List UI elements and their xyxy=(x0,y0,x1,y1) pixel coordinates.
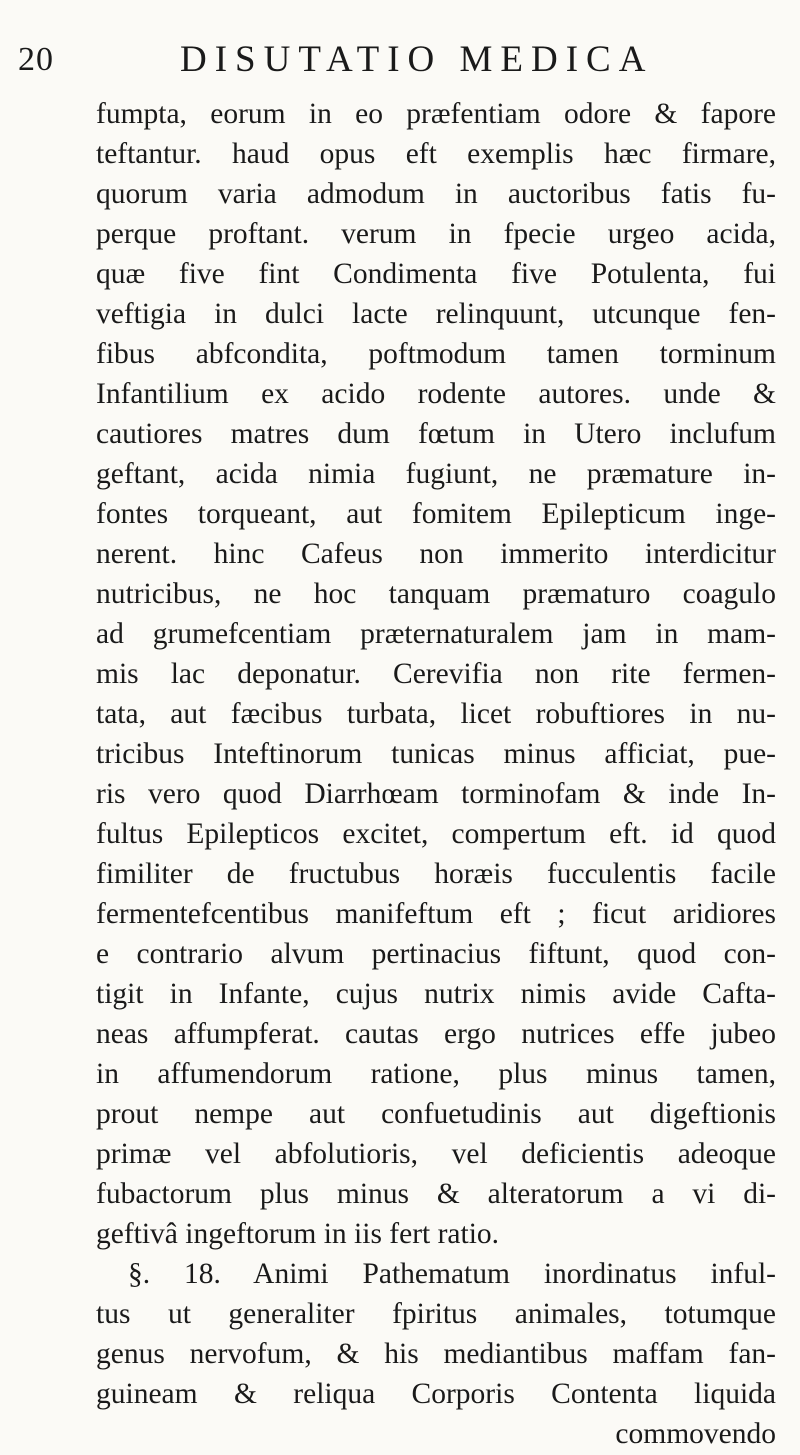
text-line: ad grumefcentiam præternaturalem jam in mam- xyxy=(96,618,776,650)
text-line: fermentefcentibus manifeftum eft ; ficut aridiores xyxy=(96,898,776,930)
text-line: mis lac deponatur. Cerevifia non rite fermen- xyxy=(96,658,776,690)
text-line: fumpta, eorum in eo præfentiam odore & fapore xyxy=(96,98,776,130)
text-line: veftigia in dulci lacte relinquunt, utcunque fen- xyxy=(96,298,776,330)
text-line: cautiores matres dum fœtum in Utero inclufum xyxy=(96,418,776,450)
text-line: fibus abfcondita, poftmodum tamen torminum xyxy=(96,338,776,370)
text-line: tus ut generaliter fpiritus animales, totumque xyxy=(96,1298,776,1330)
text-line: tigit in Infante, cujus nutrix nimis avide Cafta- xyxy=(96,978,776,1010)
running-title: DISUTATIO MEDICA xyxy=(180,39,654,80)
text-line: Infantilium ex acido rodente autores. unde & xyxy=(96,378,776,410)
text-line: quæ five fint Condimenta five Potulenta, fui xyxy=(96,258,776,290)
text-line: neas affumpferat. cautas ergo nutrices effe jubeo xyxy=(96,1018,776,1050)
text-line: guineam & reliqua Corporis Contenta liquida xyxy=(96,1378,776,1410)
text-line: ris vero quod Diarrhœam torminofam & inde In- xyxy=(96,778,776,810)
text-line: genus nervofum, & his mediantibus maffam fan- xyxy=(96,1338,776,1370)
catchword: commovendo xyxy=(615,1418,776,1450)
text-line: fubactorum plus minus & alteratorum a vi di- xyxy=(96,1178,776,1210)
text-line: fontes torqueant, aut fomitem Epilepticum inge- xyxy=(96,498,776,530)
text-line: nutricibus, ne hoc tanquam præmaturo coagulo xyxy=(96,578,776,610)
text-line: in affumendorum ratione, plus minus tamen, xyxy=(96,1058,776,1090)
text-line: quorum varia admodum in auctoribus fatis fu- xyxy=(96,178,776,210)
text-line: tata, aut fæcibus turbata, licet robuftiores in nu- xyxy=(96,698,776,730)
text-line: geftant, acida nimia fugiunt, ne præmature in- xyxy=(96,458,776,490)
text-line: e contrario alvum pertinacius fiftunt, quod con- xyxy=(96,938,776,970)
text-line: prout nempe aut confuetudinis aut digeftionis xyxy=(96,1098,776,1130)
text-line: nerent. hinc Cafeus non immerito interdicitur xyxy=(96,538,776,570)
text-body xyxy=(96,94,776,1454)
text-line: fimiliter de fructubus horæis fucculentis facile xyxy=(96,858,776,890)
page-number: 20 xyxy=(18,41,54,78)
text-line: perque proftant. verum in fpecie urgeo acida, xyxy=(96,218,776,250)
paragraph-end-line: geftivâ ingeftorum in iis fert ratio. xyxy=(96,1218,500,1250)
text-line: fultus Epilepticos excitet, compertum eft. id quod xyxy=(96,818,776,850)
text-line: teftantur. haud opus eft exemplis hæc firmare, xyxy=(96,138,776,170)
section-start-line: §. 18. Animi Pathematum inordinatus inful- xyxy=(128,1258,776,1290)
page-header xyxy=(0,38,800,88)
text-line: tricibus Inteftinorum tunicas minus afficiat, pue- xyxy=(96,738,776,770)
text-line: primæ vel abfolutioris, vel deficientis adeoque xyxy=(96,1138,776,1170)
